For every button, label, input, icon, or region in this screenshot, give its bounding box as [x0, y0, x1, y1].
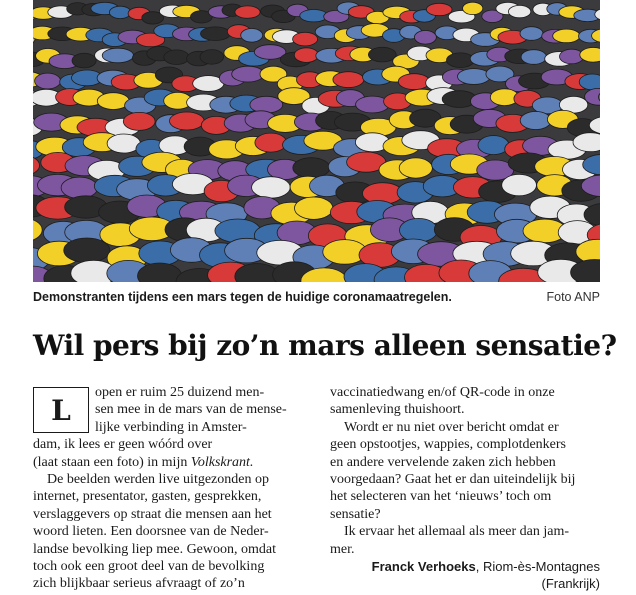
umbrella-shape [255, 133, 287, 152]
drop-cap: L [33, 387, 89, 433]
text-line: landse bevolking liep mee. Gewoon, omdat [33, 541, 276, 557]
umbrella-shape [232, 66, 264, 82]
photo-caption [33, 288, 600, 306]
text-line: sensatie? [330, 506, 381, 522]
text-line: toch ook een groot deel van de bevolking [33, 558, 265, 574]
umbrella-shape [295, 197, 333, 219]
umbrella-shape [64, 238, 110, 263]
author-place: Riom-ès-Montagnes [482, 558, 600, 574]
umbrella-shape [400, 218, 438, 242]
umbrella-shape [579, 74, 600, 90]
text-line: open er ruim 25 duizend men- [95, 385, 265, 400]
article-column-right [330, 384, 600, 593]
text-line: Volkskrant. [190, 454, 254, 470]
text-line: internet, presentator, gasten, gesprekken, [33, 489, 262, 505]
text-line: mer. [330, 541, 355, 557]
umbrella-shape [399, 158, 432, 178]
umbrella-shape [72, 53, 96, 68]
umbrella-shape [109, 6, 131, 18]
caption-text: Demonstranten tijdens een mars tegen de huidige coronamaatregelen. [33, 290, 452, 304]
umbrella-shape [368, 47, 396, 62]
umbrella-shape [252, 177, 291, 198]
umbrella-shape [35, 73, 61, 89]
text-line: De beelden werden live uitgezonden op [47, 471, 269, 487]
text-line: samenleving thuishoort. [330, 402, 465, 418]
umbrella-shape [235, 6, 260, 18]
umbrella-shape [520, 112, 551, 130]
umbrella-shape [508, 5, 530, 17]
umbrella-shape [107, 134, 140, 153]
text-line: geen opstootjes, wappies, complotdenkers [330, 437, 567, 453]
article-headline: Wil pers bij zo’n mars alleen sensatie? [33, 329, 617, 362]
text-line: dam, ik lees er geen wóórd over [33, 437, 213, 453]
umbrella-shape [463, 2, 483, 14]
text-line: (laat staan een foto) in mijn [33, 454, 188, 470]
news-photo [33, 0, 600, 282]
text-line: Wordt er nu niet over bericht omdat er [344, 419, 559, 435]
umbrella-shape [458, 69, 491, 85]
author-country: (Frankrijk) [541, 576, 600, 592]
umbrella-shape [521, 50, 546, 65]
umbrella-shape [520, 27, 543, 41]
umbrella-shape [241, 29, 263, 43]
signature-line [330, 558, 600, 575]
author-name: Franck Verhoeks [371, 558, 476, 574]
umbrella-shape [201, 27, 231, 41]
photo-credit: Foto ANP [546, 290, 600, 304]
text-line: vaccinatiedwang en/of QR-code in onze [330, 385, 555, 400]
umbrella-shape [478, 136, 509, 155]
text-line: het selecteren van het ‘nieuws’ toch om [330, 489, 552, 505]
umbrella-shape [102, 48, 133, 63]
umbrella-shape [293, 158, 330, 178]
umbrella-shape [426, 3, 452, 15]
article-column-left [33, 384, 313, 593]
text-line: woord lieten. Een doorsnee van de Neder- [33, 524, 269, 540]
text-line: voorgedaan? Gaat het er dan uiteindelijk bij [330, 471, 576, 487]
umbrella-shape [293, 32, 318, 46]
umbrella-shape [61, 177, 98, 198]
umbrella-shape [250, 96, 283, 113]
umbrella-shape [200, 50, 224, 65]
text-line: Ik ervaar het allemaal als meer dan jam- [344, 524, 570, 540]
text-line: en andere vervelende zaken zich hebben [330, 454, 556, 470]
text-line: verslaggevers op straat die mensen aan het [33, 506, 272, 522]
umbrella-shape [502, 174, 537, 195]
text-line: zich blijkbaar serieus afvraagt of zo’n [33, 576, 245, 592]
umbrella-crowd-photo [33, 0, 600, 282]
umbrella-shape [333, 72, 364, 88]
umbrella-shape [164, 50, 189, 65]
signature-separator: , [475, 558, 483, 574]
text-line: lijke verbinding in Amster- [95, 419, 247, 435]
umbrella-shape [170, 112, 205, 130]
umbrella-shape [414, 31, 436, 45]
umbrella-shape [294, 48, 318, 63]
text-line: sen mee in de mars van de mense- [95, 402, 287, 418]
umbrella-shape [553, 29, 580, 43]
umbrella-shape [123, 112, 155, 130]
umbrella-shape [398, 74, 430, 90]
